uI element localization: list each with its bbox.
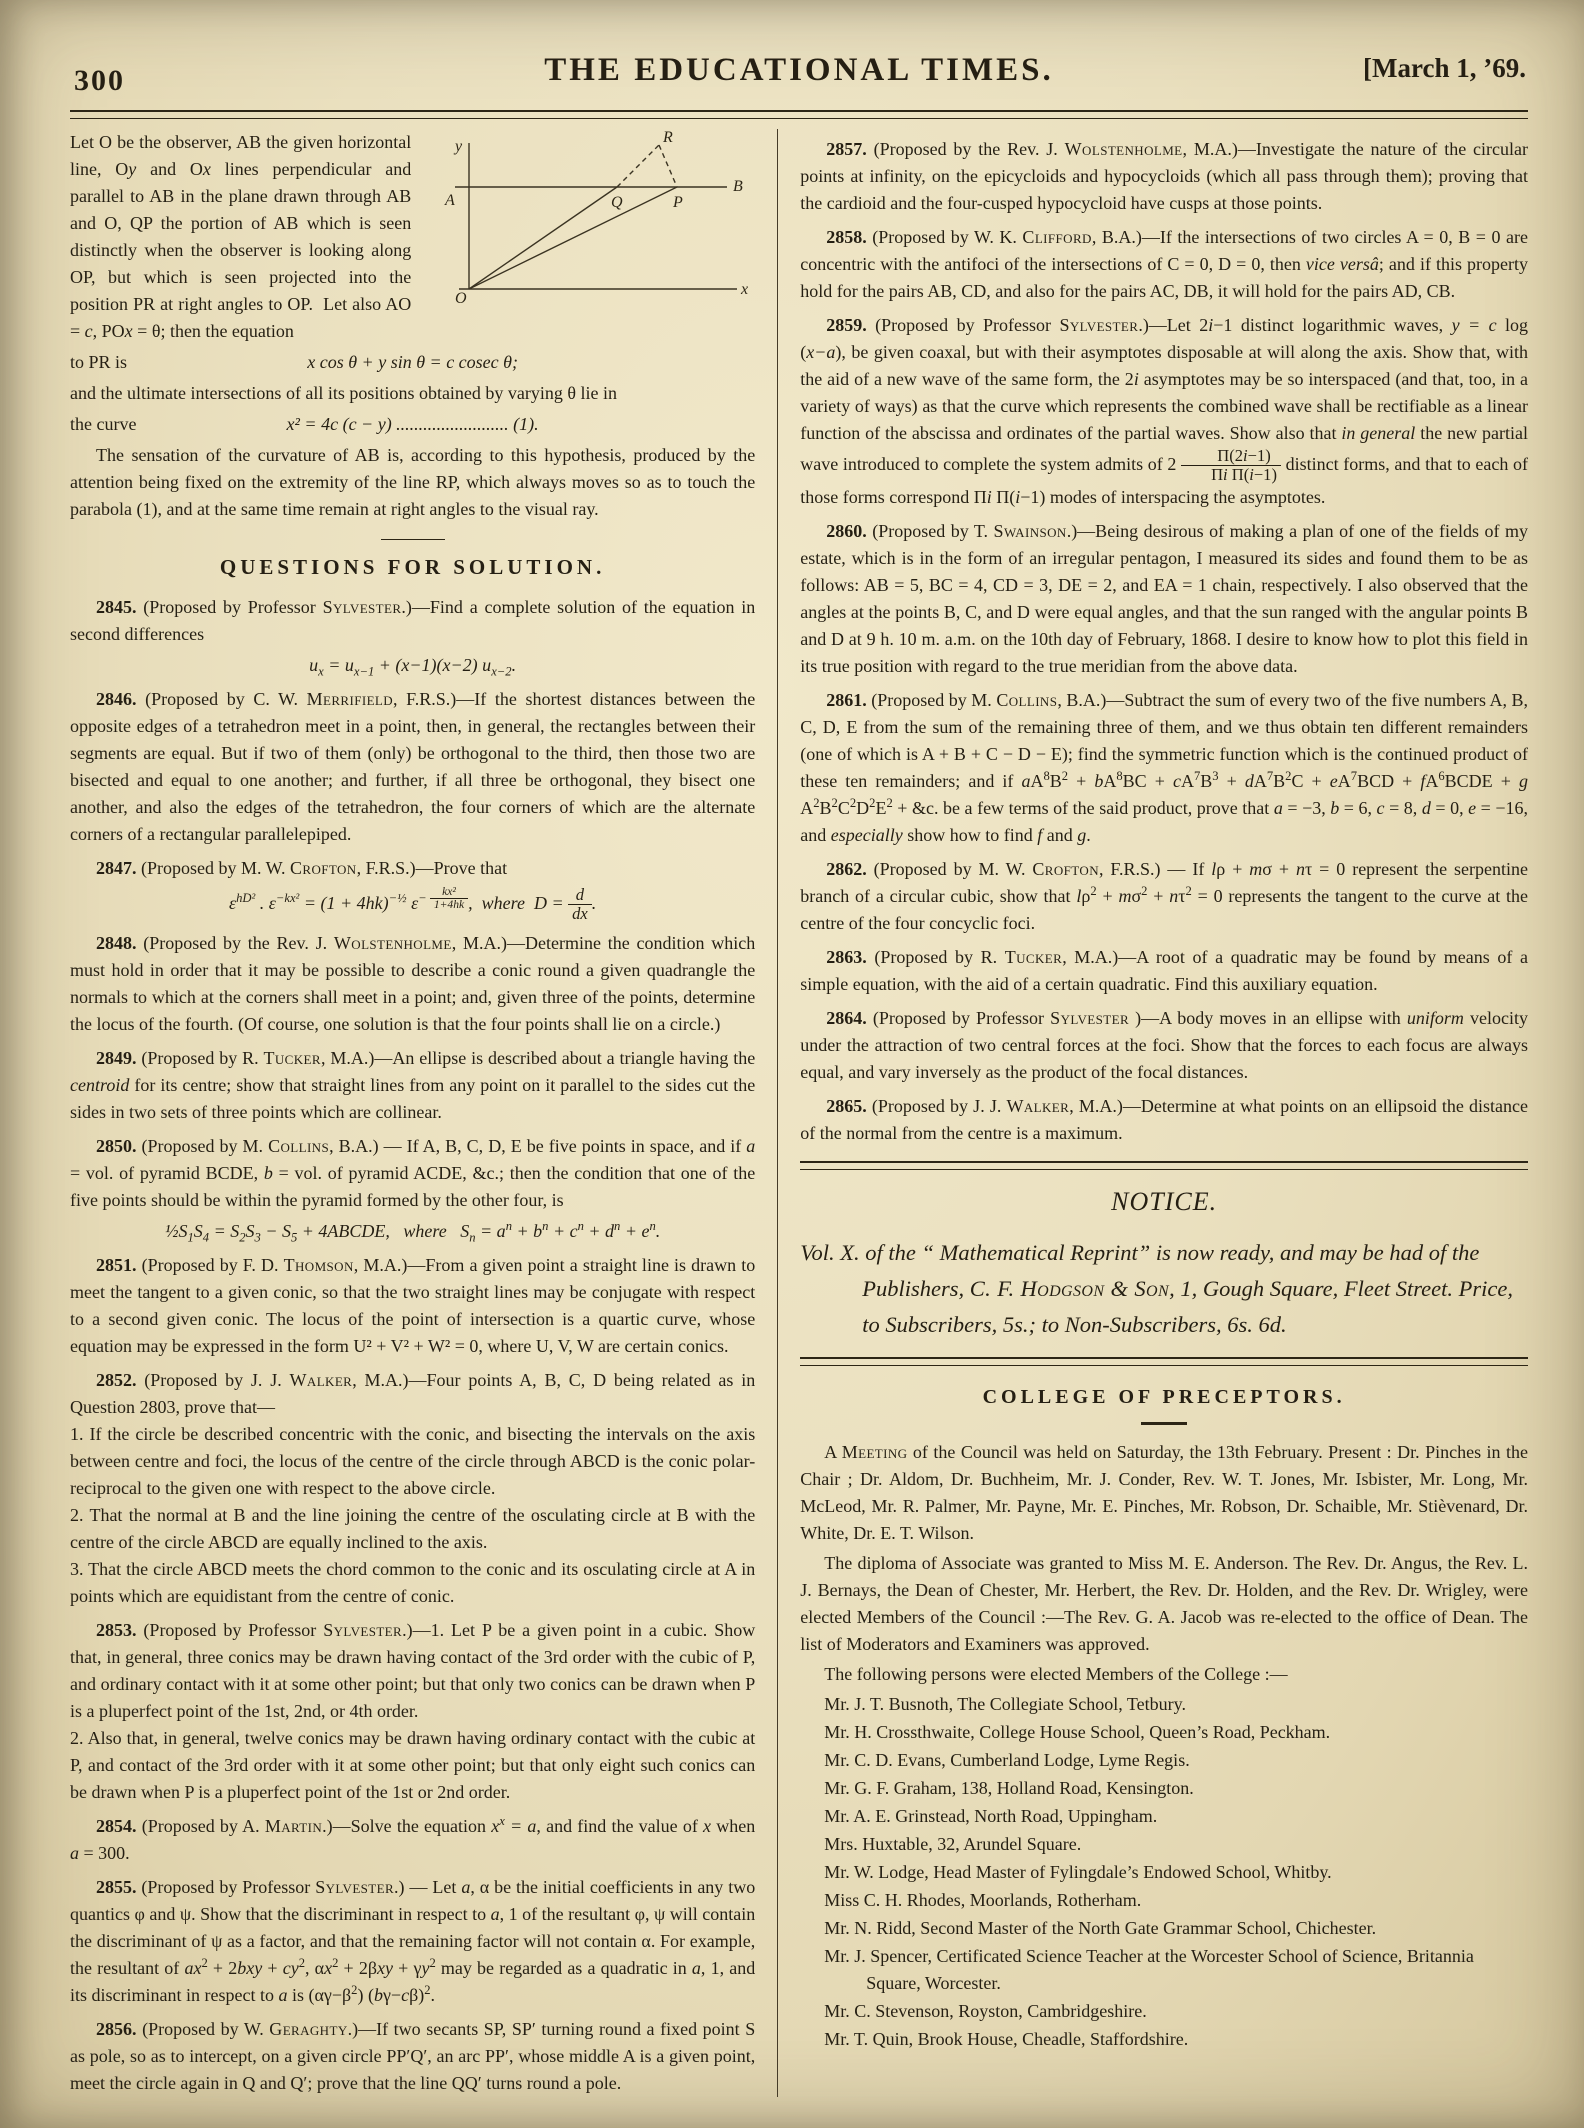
header-rule	[70, 110, 1528, 119]
member-row: Mr. J. Spencer, Certificated Science Teacher at the Worcester School of Science, Britannia Square, Worcester.	[824, 1946, 1474, 1994]
question-item	[70, 1045, 755, 1126]
question-item	[70, 1367, 755, 1610]
college-title: COLLEGE OF PRECEPTORS.	[982, 1386, 1346, 1409]
question-text: 2865. (Proposed by J. J. Walker, M.A.)—Determine at what points on an ellipsoid the distance of the normal from the centre is a maximum.	[800, 1096, 1528, 1144]
question-item	[70, 930, 755, 1038]
questions-left	[70, 594, 755, 2098]
figure-label-y: y	[455, 138, 463, 155]
member-list	[800, 1691, 1528, 2053]
equation: $\frac{1}{2}S_1S_4 = S_2S_3 - S_5$ + 4ABCDE, where $S_n = a^n + b^n + c^n + d^n + e^n$.	[164, 1219, 661, 1245]
notice-section	[800, 1182, 1528, 1343]
question-text: 2858. (Proposed by W. K. Clifford, B.A.)—If the intersections of two circles A = 0, B = 0 are concentric with the antifoci of the intersections of C = 0, D = 0, then vice versâ; and if this property hold for the pairs AB, CD, and also for the pairs AC, DB, it will hold for the pairs AD, CB.	[800, 227, 1528, 301]
question-text: 2852. (Proposed by J. J. Walker, M.A.)—Four points A, B, C, D being related as in Question 2803, prove that—	[70, 1370, 756, 1418]
right-column	[778, 129, 1528, 2097]
question-text: 2848. (Proposed by the Rev. J. Wolstenholme, M.A.)—Determine the condition which must hold in order that it may be possible to describe a conic round a given quadrangle the normals to which at the corners shall meet in a point; and, given three of the points, determine the locus of the fourth. (Of course, one solution is that the four points shall lie on a circle.)	[70, 933, 756, 1035]
question-number: 2850.	[96, 1136, 137, 1157]
equation: $\varepsilon^{hD^2}$ . $\varepsilon^{-kx^2} = (1 + 4hk)^{-\frac{1}{2}}$ $\varepsilon^{- \frac{\text{kx²}}{1+4hk}}$ , where D = $\frac{d}{dx}$ .	[229, 884, 597, 924]
question-text: 3. That the circle ABCD meets the chord common to the conic and its osculating circle at A in points which are equidistant from the centre of conic.	[70, 1559, 756, 1607]
notice-bottom-rule	[800, 1357, 1528, 1366]
question-item	[800, 687, 1528, 849]
page-number: 300	[74, 64, 125, 97]
question-number: 2853.	[96, 1620, 137, 1641]
question-text: 2. That the normal at B and the line joining the centre of the osculating circle at B with the centre of the circle ABCD are equally inclined to the axis.	[70, 1505, 756, 1553]
question-item	[70, 2016, 755, 2097]
question-number: 2849.	[96, 1048, 137, 1069]
member-row: Mr. C. D. Evans, Cumberland Lodge, Lyme Regis.	[824, 1750, 1190, 1771]
question-number: 2851.	[96, 1255, 137, 1276]
question-item	[800, 224, 1528, 305]
question-text: 2851. (Proposed by F. D. Thomson, M.A.)—From a given point a straight line is drawn to meet the tangent to a given conic, so that the two straight lines may be conjugate with respect to a second given conic. The locus of the point of intersection is a quartic curve, whose equation may be expressed in the form U² + V² + W² = 0, where U, V, W are certain conics.	[70, 1255, 756, 1357]
college-divider	[1141, 1422, 1187, 1425]
figure-label-B: B	[733, 178, 744, 195]
notice-top-rule	[800, 1161, 1528, 1170]
equation: $u_x = u_{x-1} + (x-1)(x-2)$ $u_{x-2}$.	[309, 654, 517, 679]
question-item	[70, 855, 755, 924]
question-text: 2853. (Proposed by Professor Sylvester.)—1. Let P be a given point in a cubic. Show that, in general, three conics may be drawn having contact of the 3rd order with the cubic of P, and ordinary contact with it at some other point; but that only two conics can be drawn when P is a pluperfect point of the 1st, 2nd, or 4th order.	[70, 1620, 756, 1722]
notice-title: NOTICE.	[1111, 1187, 1218, 1217]
question-text: 2855. (Proposed by Professor Sylvester.) — Let a, α be the initial coefficients in any two quantics φ and ψ. Show that the discriminant in respect to a, 1 of the resultant φ, ψ will contain the discriminant of ψ as a factor, and that the remaining factor will not contain α. For example, the resultant of $ax^2 + 2bxy + cy^2$, $\alpha x^2 + 2\beta xy + \gamma y^2$ may be regarded as a quadratic in a, 1, and its discriminant in respect to a is $(\alpha\gamma-\beta^2)$ $(b\gamma-c\beta)^2$.	[70, 1877, 756, 2006]
question-number: 2854.	[96, 1816, 137, 1837]
question-number: 2848.	[96, 933, 137, 954]
question-text: 2857. (Proposed by the Rev. J. Wolstenholme, M.A.)—Investigate the nature of the circular points at infinity, on the epicycloids and hypocycloids (which all pass through them); proving that the cardioid and the four-cusped hypocycloid have cusps at those points.	[800, 139, 1528, 213]
member-row: Mr. N. Ridd, Second Master of the North Gate Grammar School, Chichester.	[824, 1918, 1377, 1939]
question-text: 2861. (Proposed by M. Collins, B.A.)—Subtract the sum of every two of the five numbers A, B, C, D, E from the sum of the remaining three of them, and we thus obtain ten different remainders (one of which is A + B + C − D − E); find the symmetric function which is the continued product of these ten remainders; and if $aA^8B^2 + bA^8BC + cA^7B^3 + dA^7B^2C + eA^7BCD$ + $fA^6BCDE + g$ $A^2B^2C^2D^2E^2$ + &c. be a few terms of the said product, prove that a = −3, b = 6, c = 8, d = 0, e = −16, and especially show how to find f and g.	[800, 690, 1528, 846]
question-text: 2850. (Proposed by M. Collins, B.A.) — If A, B, C, D, E be five points in space, and if a = vol. of pyramid BCDE, b = vol. of pyramid ACDE, &c.; then the condition that one of the five points should be within the pyramid formed by the other four, is	[70, 1136, 756, 1211]
equation: x² = 4c (c − y) ......................... (1).	[286, 414, 539, 434]
question-number: 2857.	[826, 139, 867, 159]
college-paragraph: The diploma of Associate was granted to Miss M. E. Anderson. The Rev. Dr. Angus, the Rev. L. J. Bernays, the Dean of Chester, Mr. Herbert, the Rev. Dr. Holden, and the Rev. Dr. Wrigley, were elected Members of the Council :—The Rev. G. A. Jacob was re-elected to the office of Dean. The list of Moderators and Examiners was approved.	[800, 1553, 1528, 1655]
question-text: 2862. (Proposed by M. W. Crofton, F.R.S.) — If lρ + mσ + nτ = 0 represent the serpentine branch of a circular cubic, show that $l\rho^2 + m\sigma^2 + n\tau^2 = 0$ represents the tangent to the curve at the centre of the four concyclic foci.	[800, 859, 1528, 934]
question-number: 2845.	[96, 596, 137, 617]
notice-body: Vol. X. of the “ Mathematical Reprint” is now ready, and may be had of the Publishers, C. F. Hodgson & Son, 1, Gough Square, Fleet Street. Price, to Subscribers, 5s.; to Non-Subscribers, 6s. 6d.	[800, 1240, 1513, 1338]
question-text: The sensation of the curvature of AB is, according to this hypothesis, produced by the attention being fixed on the extremity of the line RP, which always moves so as to touch the parabola (1), and at the same time remain at right angles to the visual ray.	[70, 445, 756, 519]
question-item	[800, 1093, 1528, 1147]
publication-title: THE EDUCATIONAL TIMES.	[544, 52, 1054, 88]
question-item	[70, 1252, 755, 1360]
member-row: Mr. T. Quin, Brook House, Cheadle, Staffordshire.	[824, 2029, 1189, 2050]
member-row: Mr. W. Lodge, Head Master of Fylingdale’s Endowed School, Whitby.	[824, 1862, 1332, 1883]
issue-date: [March 1, ’69.	[1363, 53, 1526, 83]
member-row: Mr. A. E. Grinstead, North Road, Uppingham.	[824, 1806, 1158, 1827]
member-row: Miss C. H. Rhodes, Moorlands, Rotherham.	[824, 1890, 1142, 1911]
college-paragraph: The following persons were elected Members of the College :—	[824, 1664, 1288, 1685]
equation-label: to PR is	[70, 352, 128, 372]
question-item	[70, 1617, 755, 1806]
equation-line	[70, 411, 755, 438]
geometry-figure	[425, 129, 755, 307]
question-number: 2863.	[826, 947, 867, 968]
question-text: 2849. (Proposed by R. Tucker, M.A.)—An ellipse is described about a triangle having the centroid for its centre; show that straight lines from any point on it parallel to the sides cut the sides in two sets of three points which are collinear.	[70, 1048, 756, 1123]
question-text: 2859. (Proposed by Professor Sylvester.)—Let 2i−1 distinct logarithmic waves, y = c log (x−a), be given coaxal, but with their asymptotes disposable at will along the axis. Show that, with the aid of a new wave of the same form, the 2i asymptotes may be so interspaced (and that, too, in a variety of ways) as that the curve which represents the combined wave shall be rectifiable as a linear function of the abscissa and ordinates of the partial waves. Show also that in general the new partial wave introduced to complete the system admits of 2 $\frac{\Pi(2i-1)}{\text{Πi Π(i−1)}}$ distinct forms, and that to each of those forms correspond Πi Π(i−1) modes of interspacing the asymptotes.	[800, 315, 1529, 508]
figure-label-x: x	[741, 281, 749, 298]
question-text: 2847. (Proposed by M. W. Crofton, F.R.S.)—Prove that	[96, 857, 508, 878]
question-text: 2854. (Proposed by A. Martin.)—Solve the equation $x^x = a$, and find the value of x when a = 300.	[70, 1814, 756, 1864]
question-item	[800, 518, 1528, 680]
member-row: Mrs. Huxtable, 32, Arundel Square.	[824, 1834, 1082, 1855]
question-number: 2862.	[826, 859, 867, 880]
question-item	[800, 312, 1528, 511]
college-paragraph: A Meeting of the Council was held on Saturday, the 13th February. Present : Dr. Pinches in the Chair ; Dr. Aldom, Dr. Buchheim, Mr. J. Conder, Rev. W. T. Jones, Mr. Isbister, Mr. Long, Mr. McLeod, Mr. R. Palmer, Mr. Payne, Mr. E. Pinches, Mr. Robson, Dr. Schaible, Mr. Stièvenard, Dr. White, Dr. E. T. Wilson.	[800, 1442, 1528, 1544]
equation-label: the curve	[70, 414, 137, 434]
section-title: QUESTIONS FOR SOLUTION.	[219, 555, 606, 579]
question-number: 2847.	[96, 857, 137, 878]
equation: x cos θ + y sin θ = c cosec θ;	[307, 352, 518, 372]
question-text: 2845. (Proposed by Professor Sylvester.)—Find a complete solution of the equation in second differences	[70, 596, 756, 644]
question-item	[800, 1005, 1528, 1086]
question-item	[70, 1813, 755, 1867]
question-text: 2860. (Proposed by T. Swainson.)—Being desirous of making a plan of one of the fields of my estate, which is in the form of an irregular pentagon, I measured its sides and found them to be as follows: AB = 5, BC = 4, CD = 3, DE = 2, and EA = 1 chain, respectively. I also observed that the angles at the points B, C, and D were equal angles, and that the sun ranged with the angular points B and D at 9 h. 10 m. a.m. on the 10th day of February, 1868. I desire to know how to plot this field in its true position with regard to the true meridian from the above data.	[800, 521, 1528, 677]
college-section	[800, 1382, 1528, 2053]
question-item	[800, 856, 1528, 937]
question-item	[70, 594, 755, 679]
question-text: Let O be the observer, AB the given horizontal line, Oy and Ox lines perpendicular and parallel to AB in the plane drawn through AB and O, QP the portion of AB which is seen distinctly when the observer is looking along OP, but which is seen projected into the position PR at right angles to OP. Let also AO = c, POx = θ; then the equation	[70, 132, 412, 341]
question-number: 2846.	[96, 688, 137, 709]
questions-right	[800, 136, 1528, 1147]
section-divider	[381, 539, 445, 540]
question-number: 2860.	[826, 521, 867, 542]
question-item	[70, 686, 755, 848]
question-number: 2856.	[96, 2019, 137, 2040]
member-row: Mr. C. Stevenson, Royston, Cambridgeshire.	[824, 2001, 1147, 2022]
equation-line	[70, 349, 755, 376]
question-number: 2864.	[826, 1008, 867, 1029]
figure-label-Q: Q	[611, 194, 623, 211]
question-item	[800, 944, 1528, 998]
figure-label-P: P	[673, 194, 684, 211]
question-number: 2859.	[826, 315, 867, 335]
page-header	[70, 40, 1528, 104]
question-item	[70, 1133, 755, 1245]
question-text: 1. If the circle be described concentric with the conic, and bisecting the intervals on the axis between centre and foci, the locus of the centre of the circle through ABCD is the conic polar-reciprocal to the given one with respect to the above circle.	[70, 1424, 756, 1499]
question-number: 2865.	[826, 1096, 867, 1117]
question-item	[70, 1874, 755, 2009]
two-column-layout	[70, 129, 1528, 2097]
question-text: 2856. (Proposed by W. Geraghty.)—If two secants SP, SP′ turning round a fixed point S as pole, so as to intercept, on a given circle PP′Q′, an arc PP′, whose middle A is a given point, meet the circle again in Q and Q′; prove that the line QQ′ turns round a pole.	[70, 2019, 756, 2094]
figure-label-O: O	[455, 290, 467, 307]
member-row: Mr. J. T. Busnoth, The Collegiate School, Tetbury.	[824, 1694, 1186, 1715]
question-text: 2863. (Proposed by R. Tucker, M.A.)—A root of a quadratic may be found by means of a simple equation, with the aid of a certain quadratic. Find this auxiliary equation.	[800, 947, 1529, 995]
left-column	[70, 129, 778, 2097]
question-number: 2852.	[96, 1370, 137, 1391]
member-row: Mr. H. Crossthwaite, College House School, Queen’s Road, Peckham.	[824, 1722, 1331, 1743]
question-text: 2864. (Proposed by Professor Sylvester )—A body moves in an ellipse with uniform velocity under the attraction of two central forces at the foci. Show that the forces to each focus are always equal, and vary inversely as the product of the focal distances.	[800, 1008, 1528, 1083]
figure-label-R: R	[663, 129, 674, 146]
figure-label-A: A	[445, 192, 456, 209]
question-text: 2. Also that, in general, twelve conics may be drawn having ordinary contact with the cubic at P, and contact of the 3rd order with it at some other point; but that only eight such conics can be drawn when P is a pluperfect point of the 1st or 2nd order.	[70, 1728, 756, 1803]
member-row: Mr. G. F. Graham, 138, Holland Road, Kensington.	[824, 1778, 1194, 1799]
question-number: 2858.	[826, 227, 867, 247]
question-text: 2846. (Proposed by C. W. Merrifield, F.R.S.)—If the shortest distances between the opposite edges of a tetrahedron meet in a point, then, in general, the rectangles between their segments are equal. But if two of them (only) be orthogonal to the third, then those two are bisected and equal to one another; and further, if all three be orthogonal, they bisect one another, and also the edges of the tetrahedron, the four corners of which are the alternate corners of a rectangular parallelepiped.	[70, 688, 756, 844]
question-text: and the ultimate intersections of all its positions obtained by varying θ lie in	[70, 383, 618, 403]
question-item	[800, 136, 1528, 217]
question-number: 2861.	[826, 690, 867, 711]
question-number: 2855.	[96, 1877, 137, 1898]
